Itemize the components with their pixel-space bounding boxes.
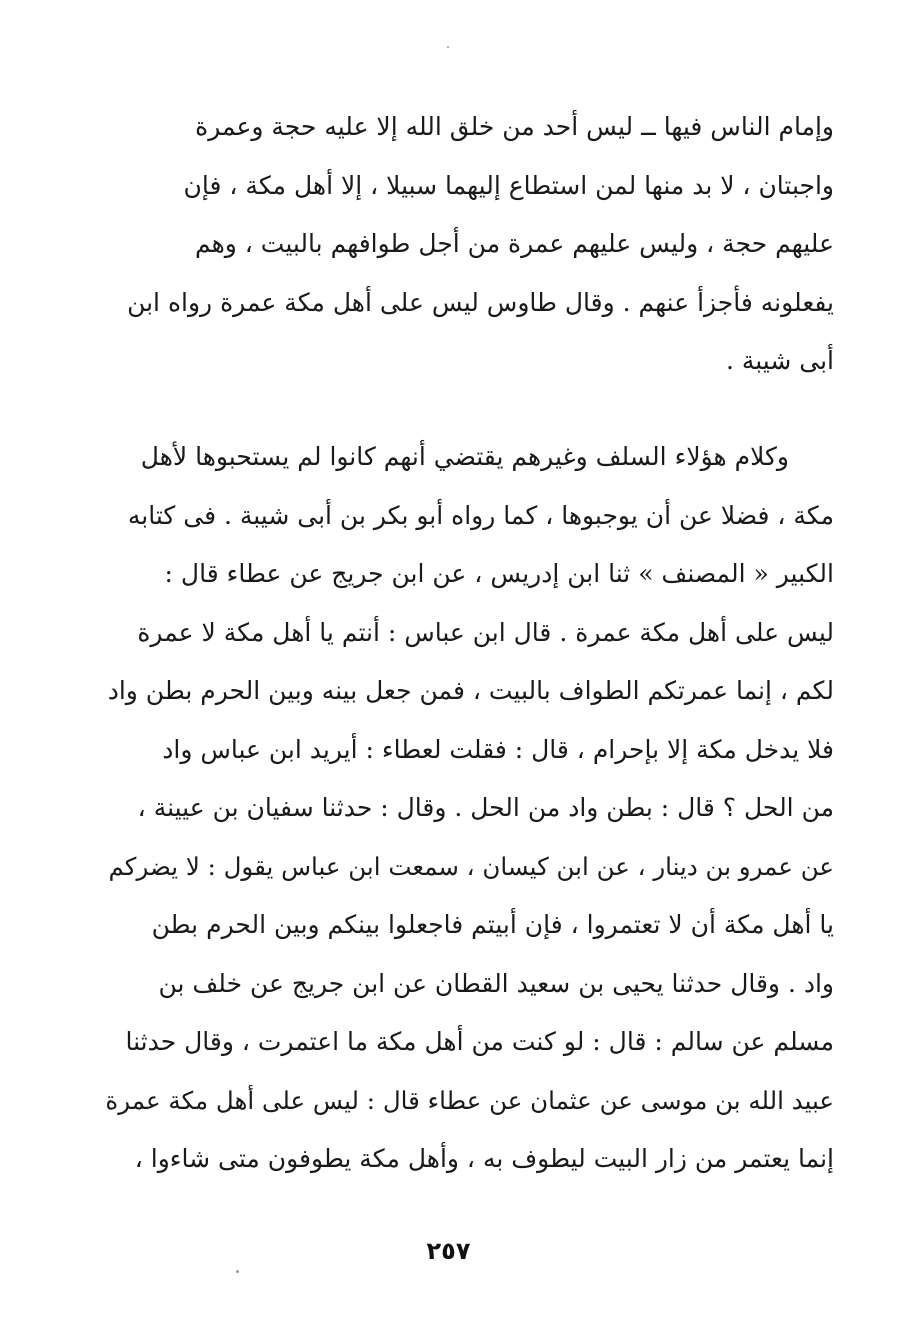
text-line: واد . وقال حدثنا يحيى بن سعيد القطان عن ابن جريج عن خلف بن <box>158 968 834 998</box>
text-line: مسلم عن سالم : قال : لو كنت من أهل مكة ما اعتمرت ، وقال حدثنا <box>125 1027 834 1056</box>
text-line: الكبير « المصنف » ثنا ابن إدريس ، عن ابن جريج عن عطاء قال : <box>164 559 834 588</box>
text-line: إنما يعتمر من زار البيت ليطوف به ، وأهل مكة يطوفون متى شاءوا ، <box>134 1144 834 1173</box>
text-line: عبيد الله بن موسى عن عثمان عن عطاء قال : ليس على أهل مكة عمرة <box>105 1085 834 1115</box>
text-line: وإمام الناس فيها ــ ليس أحد من خلق الله إلا عليه حجة وعمرة <box>195 112 834 141</box>
text-line: عن عمرو بن دينار ، عن ابن كيسان ، سمعت ابن عباس يقول : لا يضركم <box>108 851 834 881</box>
text-line: من الحل ؟ قال : بطن واد من الحل . وقال : حدثنا سفيان بن عيينة ، <box>137 793 834 822</box>
text-line: أبى شيبة . <box>725 346 834 375</box>
text-line: مكة ، فضلا عن أن يوجبوها ، كما رواه أبو بكر بن أبى شيبة . فى كتابه <box>127 500 834 530</box>
text-line: يا أهل مكة أن لا تعتمروا ، فإن أبيتم فاجعلوا بينكم وبين الحرم بطن <box>151 910 834 939</box>
scan-speck <box>447 46 449 48</box>
text-line: فلا يدخل مكة إلا بإحرام ، قال : فقلت لعطاء : أيريد ابن عباس واد <box>162 734 834 764</box>
scan-speck <box>236 1270 239 1273</box>
text-line: عليهم حجة ، وليس عليهم عمرة من أجل طوافهم بالبيت ، وهم <box>194 229 834 258</box>
text-line: يفعلونه فأجزأ عنهم . وقال طاوس ليس على أهل مكة عمرة رواه ابن <box>127 287 834 317</box>
text-line: وكلام هؤلاء السلف وغيرهم يقتضي أنهم كانوا لم يستحبوها لأهل <box>140 442 789 471</box>
text-line: واجبتان ، لا بد منها لمن استطاع إليهما سبيلا ، إلا أهل مكة ، فإن <box>183 170 834 200</box>
text-line: ليس على أهل مكة عمرة . قال ابن عباس : أنتم يا أهل مكة لا عمرة <box>137 617 834 647</box>
paragraph-1 <box>104 98 834 391</box>
page-number: ٢٥٧ <box>426 1237 471 1265</box>
paragraph-2 <box>104 428 834 1189</box>
text-line: لكم ، إنما عمرتكم الطواف بالبيت ، فمن جعل بينه وبين الحرم بطن واد <box>107 676 834 705</box>
